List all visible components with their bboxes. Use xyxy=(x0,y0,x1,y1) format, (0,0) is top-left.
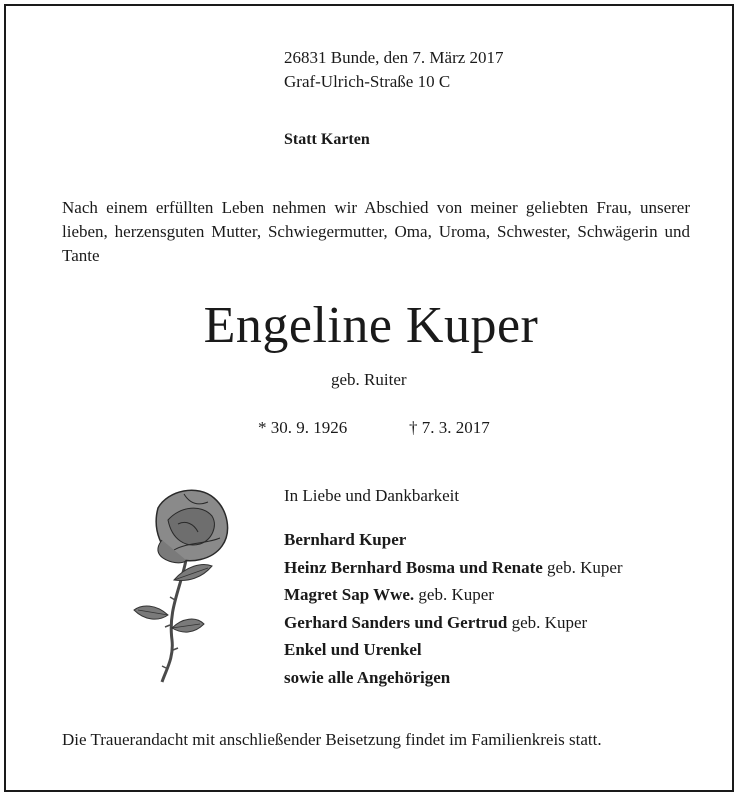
rose-icon xyxy=(128,480,248,690)
maiden-name: geb. Ruiter xyxy=(331,370,407,389)
family-member: Bernhard Kuper xyxy=(284,530,407,549)
intro-text: Nach einem erfüllten Leben nehmen wir Abschied von meiner geliebten Frau, unserer lieben, herzensguten Mutter, Schwiegermutter, Oma, Uroma, Schwester, Schwägerin und Tante xyxy=(62,198,690,265)
dedication-line: In Liebe und Dankbarkeit xyxy=(284,486,460,505)
statt-karten-label: Statt Karten xyxy=(284,131,370,148)
family-list xyxy=(284,526,623,691)
address-block xyxy=(284,46,504,94)
family-member: Gerhard Sanders und Gertrud geb. Kuper xyxy=(284,612,588,632)
address-date-line: 26831 Bunde, den 7. März 2017 xyxy=(284,48,504,67)
family-member: sowie alle Angehörigen xyxy=(284,667,451,687)
birth-date: * 30. 9. 1926 xyxy=(258,418,348,437)
family-member: Magret Sap Wwe. geb. Kuper xyxy=(284,585,494,604)
family-member: Heinz Bernhard Bosma und Renate geb. Kuper xyxy=(284,557,623,577)
family-member: Enkel und Urenkel xyxy=(284,640,422,659)
deceased-name: Engeline Kuper xyxy=(203,297,539,354)
footer-text: Die Trauerandacht mit anschließender Beisetzung findet im Familienkreis statt. xyxy=(62,730,602,749)
death-date: † 7. 3. 2017 xyxy=(409,418,490,437)
address-street-line: Graf-Ulrich-Straße 10 C xyxy=(284,72,451,91)
